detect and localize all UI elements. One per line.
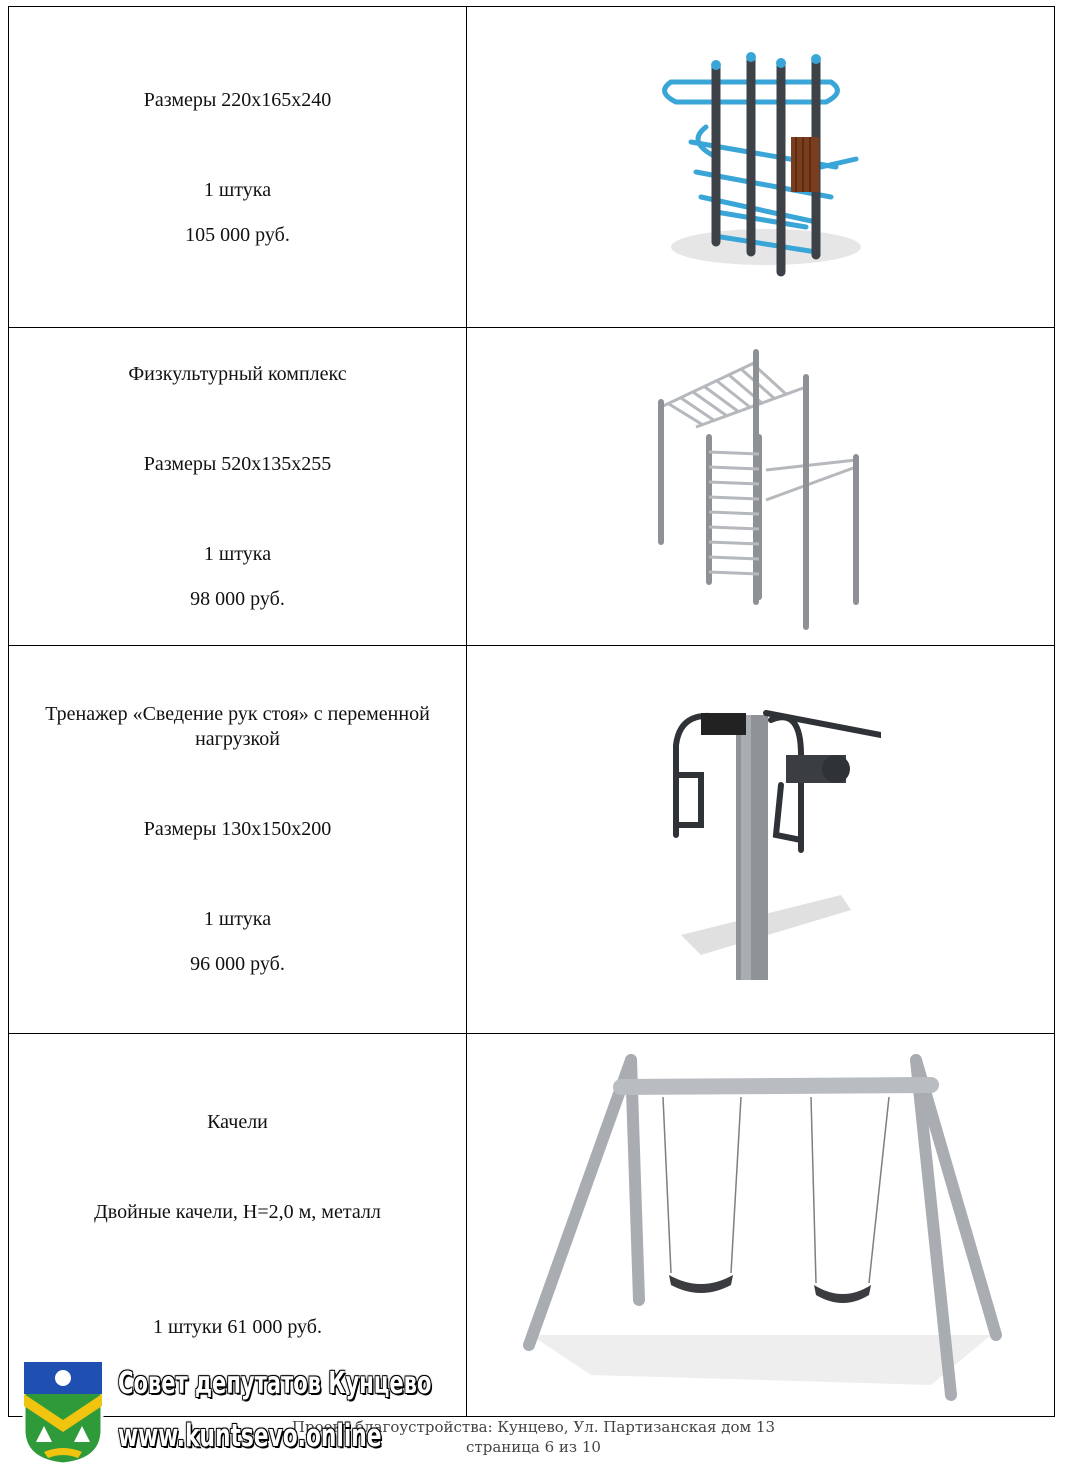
watermark (22, 1358, 482, 1468)
fitness-complex-image (641, 342, 881, 632)
footer-project: Проект благоустройства: Кунцево, Ул. Партизанская дом 13 (291, 1418, 776, 1436)
item-description: Двойные качели, Н=2,0 м, металл (94, 1201, 381, 1223)
table-row (9, 646, 1055, 1034)
item-name: Физкультурный комплекс (128, 362, 347, 385)
item-name: Тренажер «Сведение рук стоя» с переменной нагрузкой (45, 703, 430, 750)
item-size: Размеры 220х165х240 (143, 89, 332, 111)
item-name: Качели (207, 1111, 268, 1133)
footer-page-number: страница 6 из 10 (466, 1438, 601, 1456)
watermark-url: www.kuntsevo.online (118, 1418, 382, 1454)
item-price: 105 000 руб. (185, 224, 290, 246)
item-price: 96 000 руб. (190, 953, 285, 975)
table-row (9, 328, 1055, 646)
item-size: Размеры 520х135х255 (143, 452, 332, 475)
item-size: Размеры 130х150х200 (143, 818, 332, 840)
item-quantity-price: 1 штуки 61 000 руб. (153, 1316, 322, 1338)
item-description-cell (9, 646, 467, 1034)
item-image-cell (467, 7, 1055, 328)
item-image-cell (467, 646, 1055, 1034)
coat-of-arms-icon (22, 1360, 104, 1466)
arm-trainer-image (641, 695, 881, 985)
table-row (9, 7, 1055, 328)
item-quantity: 1 штука (203, 179, 272, 201)
item-description-cell (9, 7, 467, 328)
item-quantity: 1 штука (203, 908, 272, 930)
item-description-cell (9, 328, 467, 646)
watermark-title: Совет депутатов Кунцево (118, 1366, 432, 1401)
item-image-cell (467, 328, 1055, 646)
double-swing-image (511, 1045, 1011, 1405)
item-quantity: 1 штука (203, 542, 272, 565)
climbing-complex-image (646, 47, 876, 287)
item-price: 98 000 руб. (190, 587, 285, 610)
equipment-table (8, 6, 1055, 1417)
item-image-cell (467, 1034, 1055, 1417)
